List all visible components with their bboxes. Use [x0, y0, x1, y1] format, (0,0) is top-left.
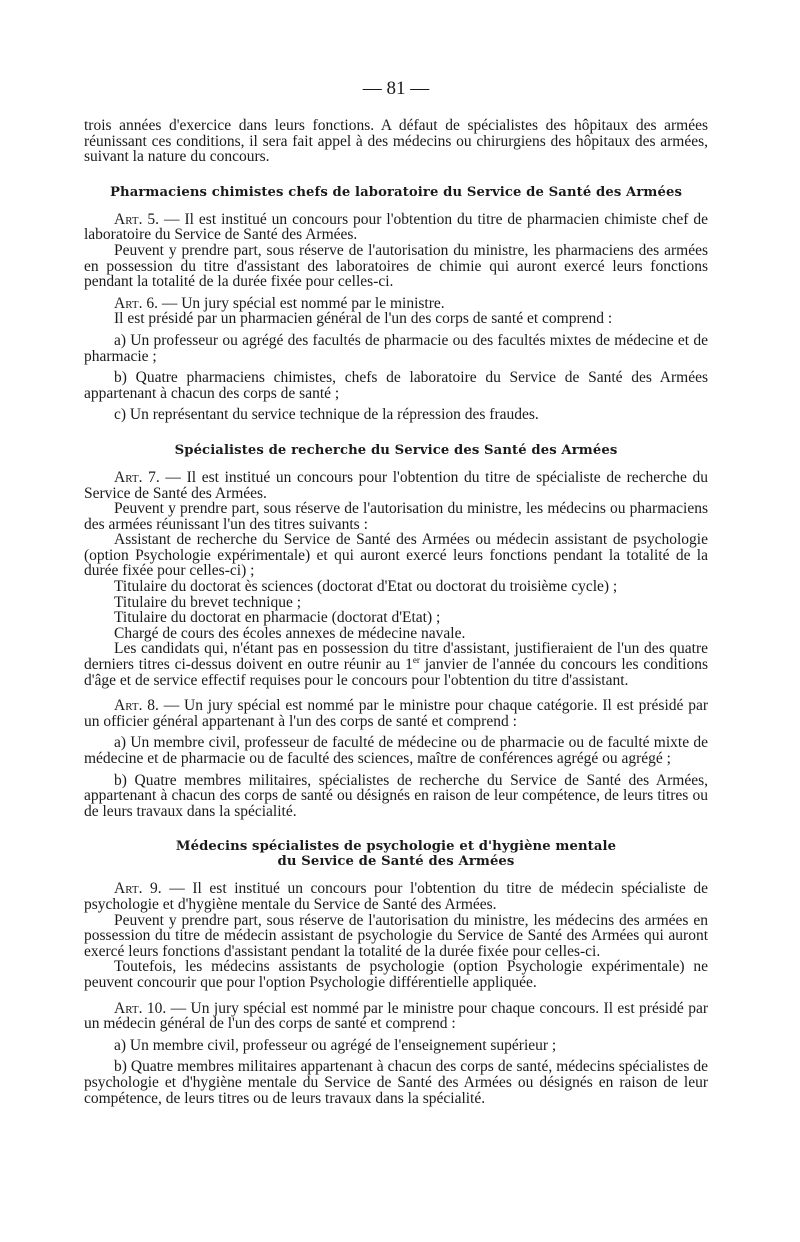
- heading-line: du Seıvice de Santé des Armées: [277, 854, 515, 870]
- superscript: er: [412, 654, 420, 665]
- title-item: Titulaire du brevet technique ;: [114, 593, 302, 611]
- title-item: Titulaire du doctorat en pharmacie (doctorat d'Etat) ;: [114, 609, 441, 627]
- paragraph: Toutefois, les médecins assistants de psychologie (option Psychologie expérimentale) ne peuvent concourir que pour l'option Psychologie différentielle appliquée.: [84, 958, 708, 991]
- heading-line: Médecins spécialistes de psychologie et d'hygiène mentale: [175, 839, 617, 855]
- paragraph: Il est présidé par un pharmacien général de l'un des corps de santé et comprend :: [114, 310, 613, 328]
- list-item-a: a) Un membre civil, professeur ou agrégé de l'enseignement supérieur ;: [114, 1036, 557, 1054]
- heading-line: Spécialistes de recherche du Service des Santé des Armées: [174, 442, 618, 458]
- article-label: Art. 10.: [114, 999, 167, 1017]
- section-heading-specialistes-recherche: [84, 443, 708, 458]
- list-item-a: a) Un membre civil, professeur de faculté de médecine ou de pharmacie ou de faculté mixte de médecine et de pharmacie ou de faculté des sciences, maître de conférences agrégé ou agrégé ;: [84, 734, 708, 767]
- heading-line: Pharmaciens chimistes chefs de laboratoire du Service de Santé des Armées: [110, 184, 682, 200]
- article-label: Art. 5.: [114, 210, 160, 228]
- intro-paragraph: trois années d'exercice dans leurs fonctions. A défaut de spécialistes des hôpitaux des armées réunissant ces conditions, il sera fait appel à des médecins ou chirurgiens des hôpitaux des armées, suivant la nature du concours.: [84, 117, 708, 166]
- paragraph: Peuvent y prendre part, sous réserve de l'autorisation du ministre, les pharmaciens des armées en possession du titre d'assistant des laboratoires de chimie qui auront exercé leurs fonctions pendant la totalité de la durée fixée pour celles-ci.: [84, 241, 708, 291]
- article-label: Art. 6.: [114, 294, 158, 312]
- list-item-c: c) Un représentant du service technique de la répression des fraudes.: [114, 406, 539, 424]
- list-item-b: b) Quatre membres militaires appartenant à chacun des corps de santé, médecins spécialistes de psychologie et d'hygiène mentale du Service de Santé des Armées ou désignés en raison de leur compétence, de leurs titres ou de leurs travaux dans la spécialité.: [84, 1058, 708, 1107]
- article-8: [84, 698, 708, 729]
- article-text: — Il est institué un concours pour l'obtention du titre de médecin spécialiste de psychologie et d'hygiène mentale du Service de Santé des Armées.: [84, 880, 708, 913]
- article-text: — Un jury spécial est nommé par le ministre pour chaque catégorie. Il est présidé par un officier général appartenant à l'un des corps de santé et comprend :: [84, 697, 708, 730]
- article-7: [84, 470, 708, 501]
- article-10: [84, 1001, 708, 1032]
- article-label: Art. 9.: [114, 880, 162, 898]
- article-5: [84, 212, 708, 243]
- document-page: [84, 78, 708, 1106]
- title-item: Titulaire du doctorat ès sciences (doctorat d'Etat ou doctorat du troisième cycle) ;: [114, 578, 618, 596]
- page-number: — 81 —: [362, 78, 430, 99]
- article-label: Art. 8.: [114, 697, 159, 715]
- article-9: [84, 881, 708, 912]
- article-text: — Il est institué un concours pour l'obtention du titre de pharmacien chimiste chef de laboratoire du Service de Santé des Armées.: [84, 210, 708, 244]
- article-label: Art. 7.: [114, 468, 160, 486]
- section-heading-psychologie: [84, 839, 708, 869]
- paragraph: Peuvent y prendre part, sous réserve de l'autorisation du ministre, les médecins ou pharmaciens des armées réunissant l'un des titres suivants :: [84, 500, 708, 533]
- article-text: — Un jury spécial est nommé par le ministre.: [157, 294, 445, 312]
- paragraph: Assistant de recherche du Service de Santé des Armées ou médecin assistant de psychologie (option Psychologie expérimentale) et qui auront exercé leurs fonctions pendant la totalité de la durée fixée pour celles-ci) ;: [84, 531, 708, 580]
- title-item: Chargé de cours des écoles annexes de médecine navale.: [114, 624, 466, 642]
- article-text: — Un jury spécial est nommé par le ministre pour chaque concours. Il est présidé par un médecin général de l'un des corps de santé et comprend :: [84, 999, 709, 1033]
- list-item-a: a) Un professeur ou agrégé des facultés de pharmacie ou des facultés mixtes de médecine et de pharmacie ;: [84, 331, 708, 365]
- text-part: Les candidats qui, n'étant pas en possession du titre d'assistant, justifieraient de l'un des quatre derniers titres ci-dessus doivent en outre réunir au 1: [84, 640, 708, 674]
- article-text: — Il est institué un concours pour l'obtention du titre de spécialiste de recherche du Service de Santé des Armées.: [84, 468, 708, 502]
- list-item-b: b) Quatre membres militaires, spécialistes de recherche du Service de Santé des Armées, appartenant à chacun des corps de santé ou désignés en raison de leur compétence, de leurs titres ou de leurs travaux dans la spécialité.: [84, 771, 708, 820]
- text-part: janvier de l'année du concours les conditions d'âge et de service effectif requises pour le concours pour l'obtention du titre d'assistant.: [84, 656, 708, 689]
- paragraph: [84, 641, 708, 688]
- paragraph: Peuvent y prendre part, sous réserve de l'autorisation du ministre, les médecins des armées en possession du titre de médecin assistant de psychologie du Service de Santé des Armées qui auront exercé leurs fonctions d'assistant pendant la totalité de la durée fixée pour celles-ci.: [84, 911, 708, 960]
- list-item-b: b) Quatre pharmaciens chimistes, chefs de laboratoire du Service de Santé des Armées appartenant à chacun des corps de santé ;: [84, 369, 708, 402]
- section-heading-pharmaciens: [84, 185, 708, 200]
- article-6: [84, 296, 708, 312]
